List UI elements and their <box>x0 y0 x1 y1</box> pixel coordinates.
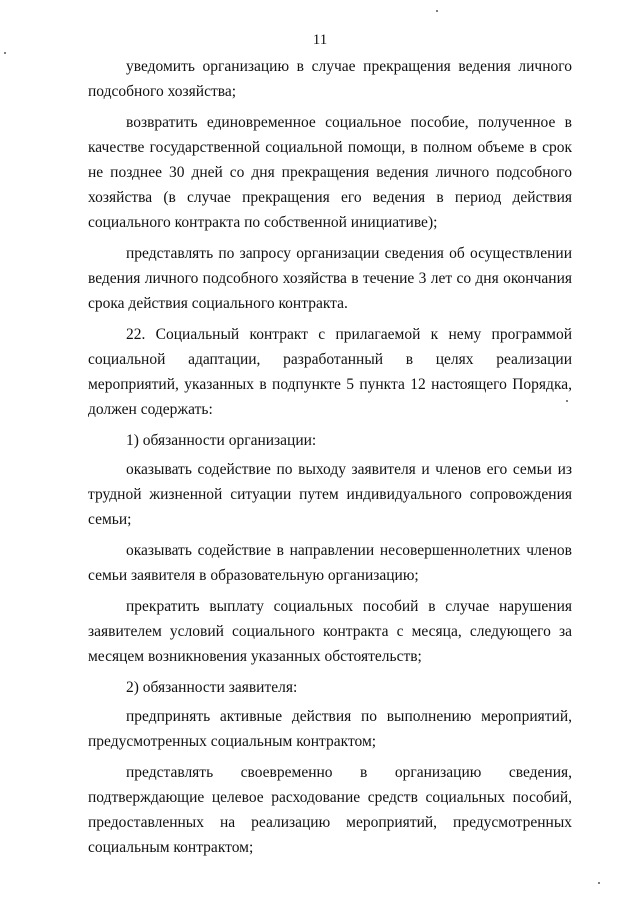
paragraph-clause-22: 22. Социальный контракт с прилагаемой к нему программой социальной адаптации, разработанный в целях реализации мероприятий, указанных в подпункте 5 пункта 12 настоящего Порядка, должен содержать: <box>88 326 572 418</box>
paragraph-applicant-duties-heading: 2) обязанности заявителя: <box>126 679 298 696</box>
scan-speck <box>4 52 6 54</box>
paragraph-submit-information: представлять своевременно в организацию сведения, подтверждающие целевое расходование средств социальных пособий, предоставленных на реализацию мероприятий, предусмотренных социальным контрактом; <box>88 764 572 856</box>
paragraph-organization-duties-heading: 1) обязанности организации: <box>126 432 317 449</box>
paragraph-assist-family: оказывать содействие по выходу заявителя и членов его семьи из трудной жизненной ситуации путем индивидуального сопровождения семьи; <box>88 461 572 528</box>
scan-speck <box>598 882 600 884</box>
scan-speck <box>566 400 568 402</box>
scan-speck <box>436 10 438 12</box>
paragraph-notify-organization: уведомить организацию в случае прекращения ведения личного подсобного хозяйства; <box>88 58 572 100</box>
paragraph-take-actions: предпринять активные действия по выполнению мероприятий, предусмотренных социальным контрактом; <box>88 708 572 750</box>
paragraph-stop-payments: прекратить выплату социальных пособий в случае нарушения заявителем условий социального контракта с месяца, следующего за месяцем возникновения указанных обстоятельств; <box>88 598 572 665</box>
paragraph-provide-information: представлять по запросу организации сведения об осуществлении ведения личного подсобного хозяйства в течение 3 лет со дня окончания срока действия социального контракта. <box>88 245 572 312</box>
document-body <box>88 54 572 866</box>
paragraph-return-allowance: возвратить единовременное социальное пособие, полученное в качестве государственной социальной помощи, в полном объеме в срок не позднее 30 дней со дня прекращения ведения личного подсобного хозяйства (в случае прекращения его ведения в период действия социального контракта по собственной инициативе); <box>88 114 572 231</box>
paragraph-assist-education: оказывать содействие в направлении несовершеннолетних членов семьи заявителя в образовательную организацию; <box>88 542 572 584</box>
page-number: 11 <box>312 32 328 48</box>
